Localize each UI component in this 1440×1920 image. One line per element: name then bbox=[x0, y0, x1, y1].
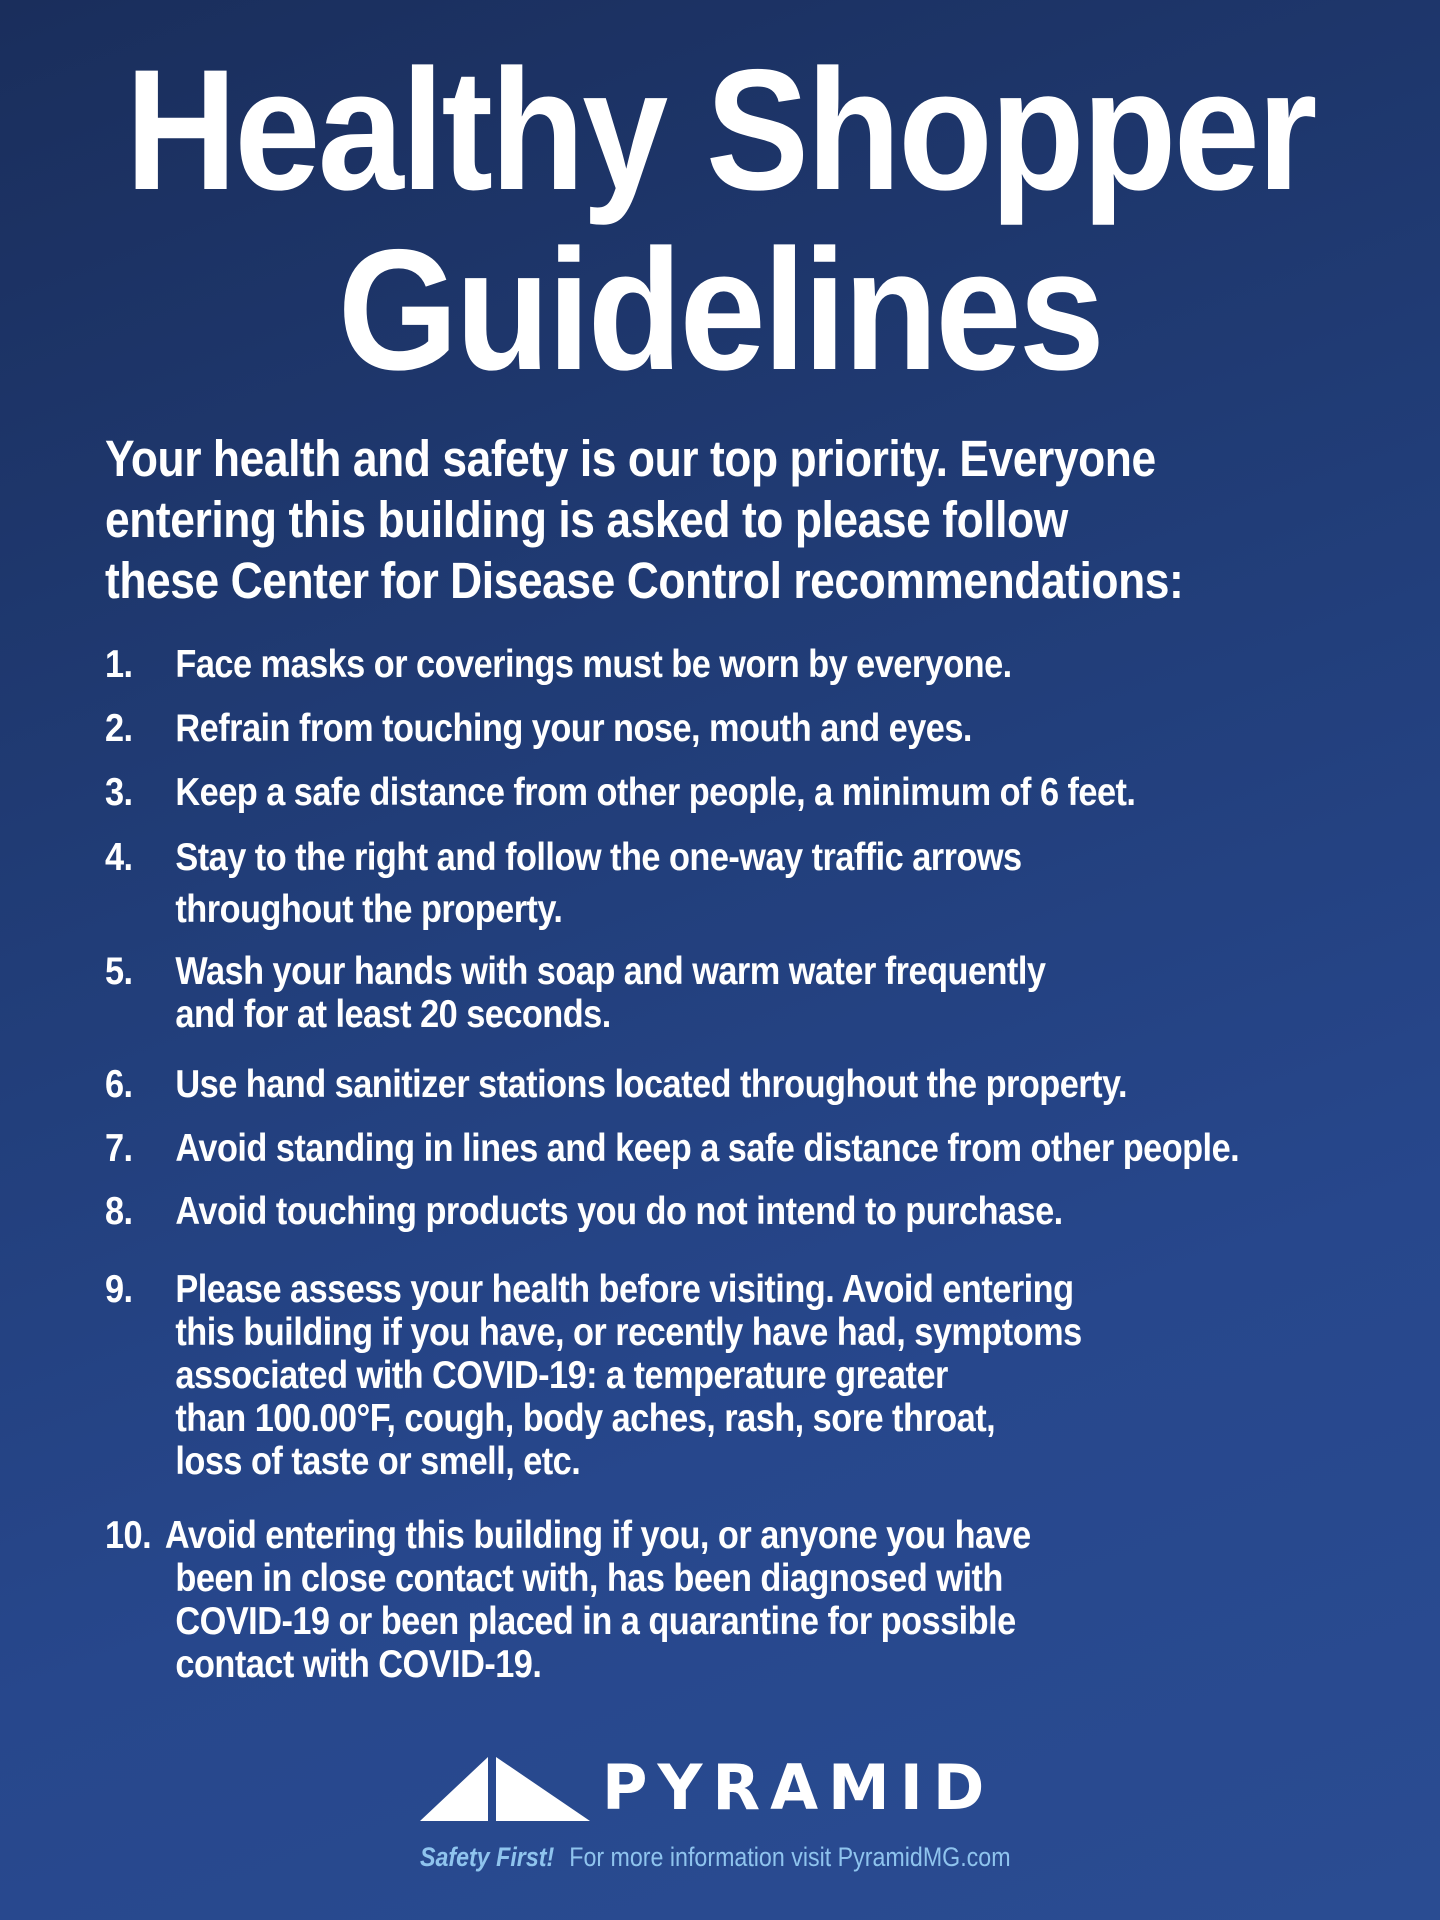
guideline-number: 2. bbox=[105, 707, 133, 750]
guideline-line: been in close contact with, has been diagnosed with bbox=[175, 1557, 1003, 1600]
guideline-line: Please assess your health before visiting. Avoid entering bbox=[175, 1268, 1074, 1311]
guideline-text bbox=[175, 1124, 1239, 1174]
guideline-number: 9. bbox=[105, 1268, 133, 1311]
guideline-line: COVID-19 or been placed in a quarantine for possible bbox=[175, 1600, 1016, 1643]
guideline-line: Avoid entering this building if you, or anyone you have bbox=[164, 1514, 1031, 1557]
tagline bbox=[420, 1840, 1011, 1874]
guideline-line: and for at least 20 seconds. bbox=[175, 993, 611, 1036]
guideline-text bbox=[175, 832, 1021, 936]
guideline-line: contact with COVID-19. bbox=[175, 1643, 542, 1686]
guideline-number: 1. bbox=[105, 643, 133, 686]
guideline-text bbox=[175, 640, 1011, 690]
guideline-text bbox=[165, 1514, 1031, 1686]
poster-title bbox=[72, 34, 1368, 406]
title-line-2: Guidelines bbox=[337, 214, 1103, 406]
guideline-text bbox=[175, 768, 1135, 818]
guideline-text bbox=[175, 1268, 1081, 1483]
intro-line-2: entering this building is asked to please follow bbox=[105, 491, 1068, 548]
safety-first-text: Safety First! bbox=[420, 1842, 555, 1872]
intro-line-1: Your health and safety is our top priority. Everyone bbox=[105, 430, 1156, 487]
title-line-1: Healthy Shopper bbox=[125, 34, 1315, 226]
guideline-number: 7. bbox=[105, 1127, 133, 1170]
guideline-line: throughout the property. bbox=[175, 888, 563, 931]
guideline-text bbox=[175, 950, 1045, 1036]
guideline-number: 10. bbox=[105, 1514, 152, 1557]
brand-name: PYRAMID bbox=[602, 1751, 995, 1824]
guideline-line: Keep a safe distance from other people, a minimum of 6 feet. bbox=[175, 771, 1136, 814]
guideline-number: 4. bbox=[105, 836, 133, 879]
guideline-line: than 100.00°F, cough, body aches, rash, sore throat, bbox=[175, 1397, 996, 1440]
guideline-line: Refrain from touching your nose, mouth and eyes. bbox=[175, 707, 972, 750]
guideline-line: loss of taste or smell, etc. bbox=[175, 1440, 581, 1483]
guideline-line: Wash your hands with soap and warm water frequently bbox=[175, 950, 1046, 993]
intro-line-3: these Center for Disease Control recommendations: bbox=[105, 552, 1184, 609]
more-info-text: For more information visit PyramidMG.com bbox=[569, 1842, 1011, 1872]
guideline-number: 3. bbox=[105, 771, 133, 814]
guideline-line: Stay to the right and follow the one-way traffic arrows bbox=[175, 836, 1022, 879]
pyramid-logo-icon bbox=[420, 1757, 590, 1823]
guideline-line: Face masks or coverings must be worn by everyone. bbox=[175, 643, 1012, 686]
guideline-number: 5. bbox=[105, 950, 133, 993]
footer bbox=[0, 1745, 1440, 1895]
guideline-line: Avoid standing in lines and keep a safe distance from other people. bbox=[175, 1127, 1240, 1170]
guideline-line: Use hand sanitizer stations located throughout the property. bbox=[175, 1063, 1128, 1106]
guideline-line: Avoid touching products you do not intend to purchase. bbox=[175, 1190, 1063, 1233]
guideline-number: 6. bbox=[105, 1063, 133, 1106]
guideline-text bbox=[175, 704, 972, 754]
guideline-text bbox=[175, 1060, 1127, 1110]
guideline-text bbox=[175, 1187, 1062, 1237]
intro-paragraph bbox=[105, 428, 1201, 611]
guideline-line: this building if you have, or recently have had, symptoms bbox=[175, 1311, 1082, 1354]
guideline-line: associated with COVID-19: a temperature greater bbox=[175, 1354, 948, 1397]
guideline-number: 8. bbox=[105, 1190, 133, 1233]
